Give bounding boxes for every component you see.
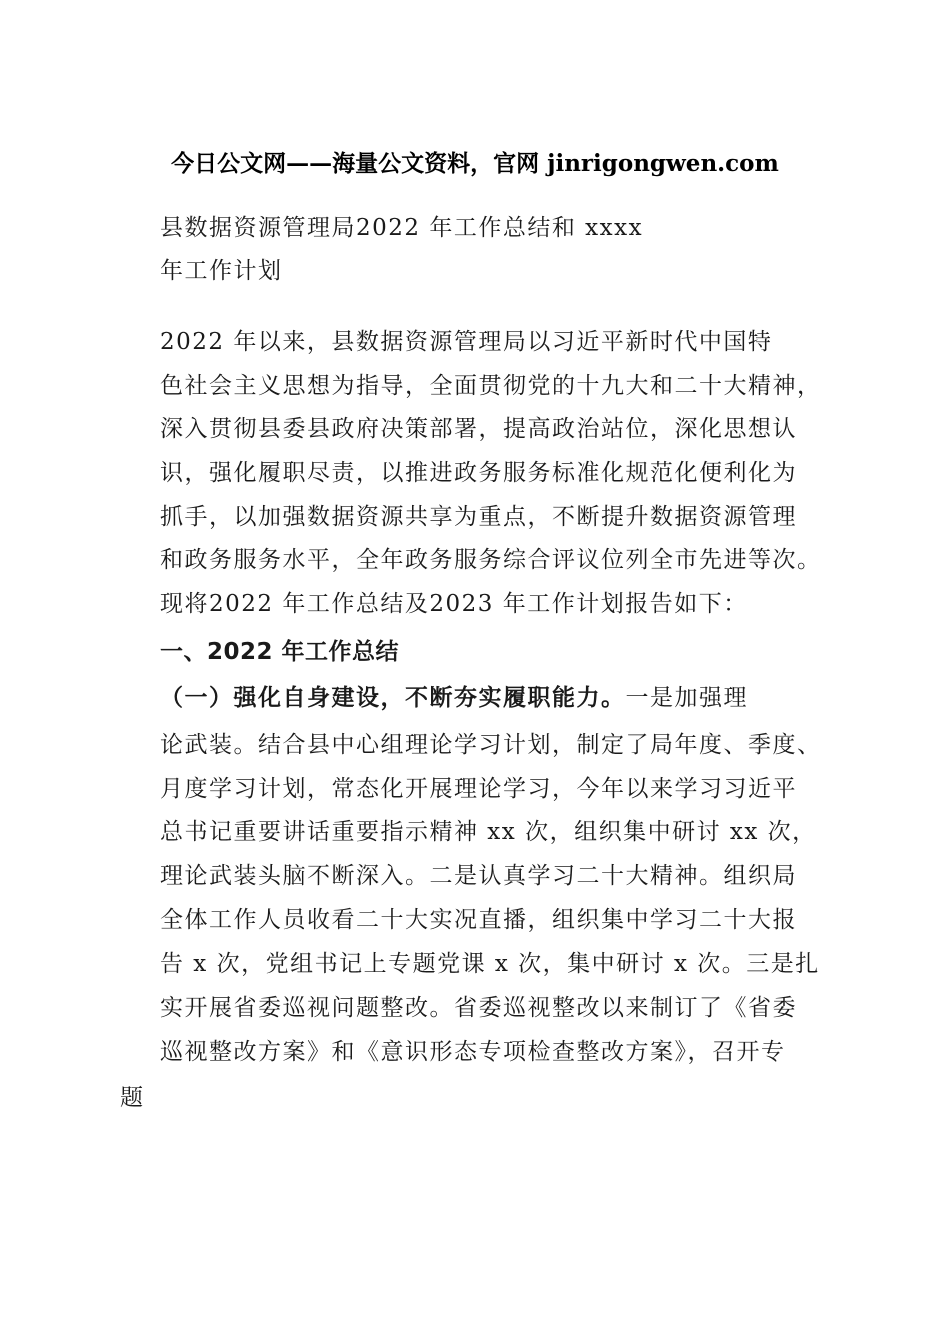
- subsection-line: [160, 683, 748, 713]
- intro-line: 色社会主义思想为指导，全面贯彻党的十九大和二十大精神，: [160, 373, 822, 399]
- intro-line: 现将2022 年工作总结及2023 年工作计划报告如下：: [160, 591, 748, 617]
- subsection-first-tail: 一是加强理: [625, 685, 748, 711]
- intro-line: 抓手，以加强数据资源共享为重点，不断提升数据资源管理: [160, 504, 797, 530]
- body-line: 实开展省委巡视问题整改。省委巡视整改以来制订了《省委: [160, 995, 797, 1021]
- intro-line: 深入贯彻县委县政府决策部署，提高政治站位，深化思想认: [160, 416, 797, 442]
- document-title-line-1: 县数据资源管理局2022 年工作总结和 xxxx: [160, 215, 644, 241]
- body-line: 全体工作人员收看二十大实况直播，组织集中学习二十大报: [160, 907, 797, 933]
- body-line: 理论武装头脑不断深入。二是认真学习二十大精神。组织局: [160, 863, 797, 889]
- body-line: 月度学习计划，常态化开展理论学习，今年以来学习习近平: [160, 776, 797, 802]
- body-line: 论武装。结合县中心组理论学习计划，制定了局年度、季度、: [160, 732, 822, 758]
- intro-line: 和政务服务水平，全年政务服务综合评议位列全市先进等次。: [160, 547, 822, 573]
- subsection-heading: （一）强化自身建设，不断夯实履职能力。: [160, 684, 626, 711]
- site-banner: 今日公文网——海量公文资料，官网 jinrigongwen.com: [171, 150, 779, 177]
- section-heading: 一、2022 年工作总结: [160, 639, 400, 665]
- intro-line: 识，强化履职尽责，以推进政务服务标准化规范化便利化为: [160, 460, 797, 486]
- body-line: 告 x 次，党组书记上专题党课 x 次，集中研讨 x 次。三是扎: [160, 951, 820, 977]
- body-line: 总书记重要讲话重要指示精神 xx 次，组织集中研讨 xx 次，: [160, 819, 817, 845]
- document-title-line-2: 年工作计划: [160, 258, 283, 284]
- body-line: 题: [120, 1085, 145, 1111]
- intro-line: 2022 年以来，县数据资源管理局以习近平新时代中国特: [160, 329, 773, 355]
- body-line: 巡视整改方案》和《意识形态专项检查整改方案》，召开专: [160, 1039, 786, 1065]
